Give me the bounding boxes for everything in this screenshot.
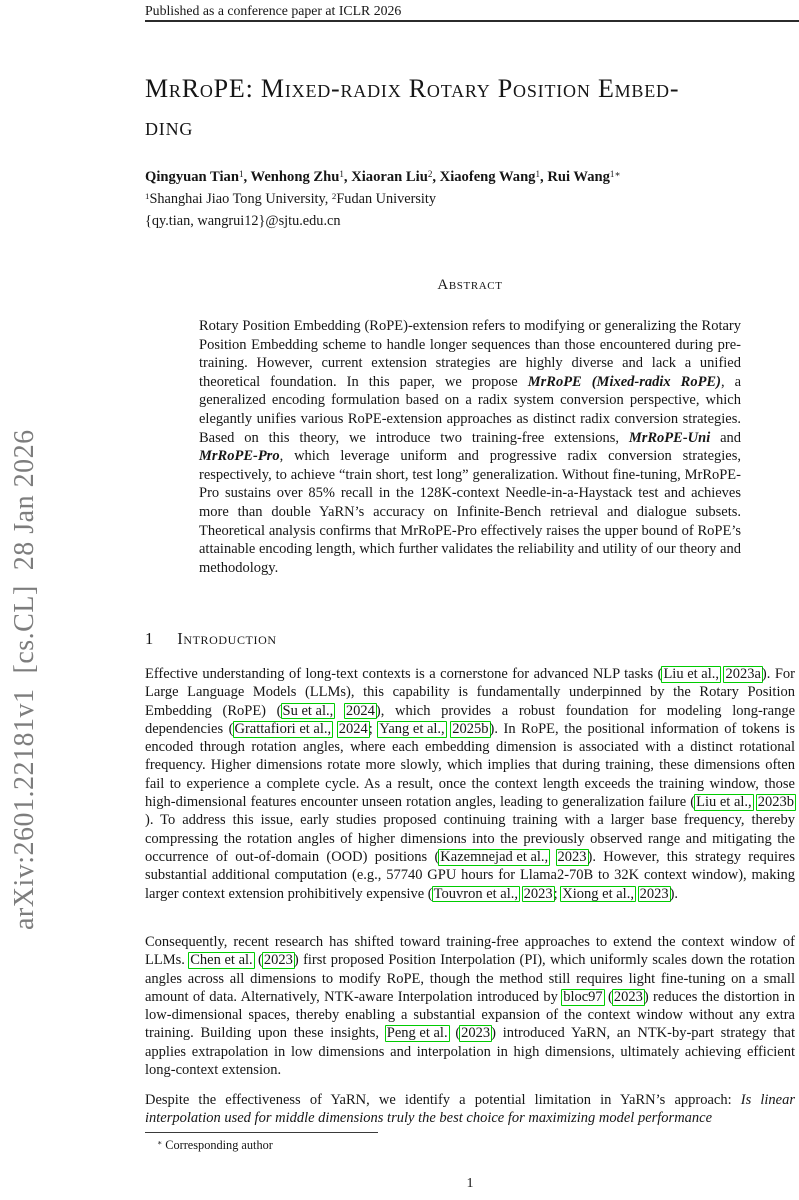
arxiv-stamp: arXiv:2601.22181v1 [cs.CL] 28 Jan 2026 <box>9 429 40 930</box>
text-segment: Is linear interpolation used for middle dimensions truly the best choice for maximizing model performance <box>145 1092 795 1127</box>
text-segment: ). <box>669 885 679 902</box>
text-segment: 1 <box>339 168 344 179</box>
text-segment: ) introduced YaRN, an NTK-by-part strategy that applies extrapolation in low dimensions and interpolation in high dimensions, ultimately achieving efficient long-context extension. <box>145 1025 795 1079</box>
text-segment: Rotary Position Embedding (RoPE)-extension refers to modifying or generalizing the Rotary Position Embedding scheme to handle longer sequences than those encountered during pre-training. However, current extension strategies are highly diverse and lack a unified theoretical foundation. In this paper, we propose <box>199 318 741 390</box>
citation-link[interactable]: 2025b <box>452 720 489 737</box>
text-segment: 1∗ <box>609 168 621 179</box>
text-segment: ∗ <box>157 1138 163 1148</box>
text-segment: ). To address this issue, early studies proposed continuing training with a larger base frequency, thereby compressing the rotation angles of higher dimensions into the previously observed range and mitigating the occurrence of out-of-domain (OOD) positions ( <box>145 812 795 865</box>
citation-link[interactable]: 2023a <box>725 666 761 682</box>
citation-link[interactable]: Liu et al., <box>696 794 752 811</box>
citation-link[interactable]: 2023 <box>461 1025 491 1042</box>
text-segment: ), which provides a robust foundation for modeling long-range dependencies ( <box>145 702 796 737</box>
text-segment: Effective understanding of long-text contexts is a cornerstone for advanced NLP tasks ( <box>145 666 663 682</box>
citation-link[interactable]: Liu et al., <box>663 666 720 682</box>
section-heading-introduction <box>145 629 795 649</box>
text-segment: ). However, this strategy requires substantial additional computation (e.g., 57740 GPU hours for Llama2-70B to 32K context window), making larger context extension prohibitively expensive ( <box>145 848 795 902</box>
text-segment: Shanghai Jiao Tong University, <box>149 191 332 207</box>
text-segment: 1 <box>238 168 244 179</box>
text-segment: ; <box>368 720 379 737</box>
text-segment: MrRoPE-Pro <box>199 448 280 465</box>
text-segment: ( <box>253 952 263 969</box>
text-segment: Consequently, recent research has shifted toward training-free approaches to extend the context window of LLMs. <box>145 934 795 969</box>
text-segment: and <box>710 429 742 446</box>
intro-paragraph-2 <box>145 933 795 1079</box>
text-segment: Corresponding author <box>162 1138 273 1152</box>
citation-link[interactable]: 2023b <box>757 794 794 811</box>
citation-link[interactable]: 2023 <box>263 952 293 969</box>
text-segment: , a generalized encoding formulation based on a radix system conversion perspective, which elegantly unifies various RoPE-extension approaches as distinct radix conversion strategies. Based on this theory, we introduce two training-free extensions, <box>199 373 741 446</box>
text-segment: ) reduces the distortion in low-dimensional spaces, thereby enabling a substantial expansion of the context window without any extra training. Building upon these insights, <box>145 988 795 1042</box>
intro-paragraph-1 <box>145 665 795 903</box>
citation-link[interactable]: 2023 <box>639 885 669 902</box>
citation-link[interactable]: Touvron et al., <box>433 885 518 902</box>
citation-link[interactable]: 2023 <box>613 988 643 1005</box>
text-segment: , Rui Wang <box>540 169 610 185</box>
abstract-text <box>199 317 741 577</box>
section-number: 1 <box>145 629 154 648</box>
citation-link[interactable]: Xiong et al., <box>562 885 634 902</box>
citation-link[interactable]: Yang et al., <box>379 720 445 737</box>
email-line: {qy.tian, wangrui12}@sjtu.edu.cn <box>145 213 341 229</box>
text-segment: Despite the effectiveness of YaRN, we identify a potential limitation in YaRN’s approach: <box>145 1092 741 1108</box>
paper-title-line-2: ding <box>145 112 194 141</box>
citation-link[interactable]: 2023 <box>523 885 553 902</box>
text-segment: MrRoPE (Mixed-radix RoPE) <box>527 373 721 390</box>
text-segment: Qingyuan Tian <box>145 169 239 185</box>
running-header: Published as a conference paper at ICLR 2026 <box>145 3 402 18</box>
text-segment: , which leverage uniform and progressive radix conversion strategies, respectively, to achieve “train short, test long” generalization. Without fine-tuning, MrRoPE-Pro sustains over 85% recall in the 128K-context Needle-in-a-Haystack test and achieves more than double YaRN’s accuracy on Infinite-Bench retrieval and dialogue subsets. Theoretical analysis confirms that MrRoPE-Pro effectively raises the upper bound of RoPE’s attainable encoding length, which further validates the reliability and utility of our theory and methodology. <box>199 448 741 576</box>
text-segment: ( <box>603 988 613 1005</box>
footnote-corresponding-author <box>145 1138 795 1154</box>
text-segment: 2 <box>331 190 337 201</box>
text-segment: Fudan University <box>336 191 437 207</box>
footnote-rule <box>145 1132 378 1133</box>
text-segment: 1 <box>535 168 541 179</box>
section-title: Introduction <box>177 629 277 648</box>
citation-link[interactable]: 2024 <box>345 702 375 719</box>
text-segment: ; <box>553 885 562 902</box>
affiliation-line <box>145 189 795 211</box>
citation-link[interactable]: 2023 <box>557 848 587 865</box>
page-number: 1 <box>466 1176 474 1191</box>
text-segment: 2 <box>427 168 433 179</box>
paper-title-line-1: MrRoPE: Mixed-radix Rotary Position Embed- <box>145 74 680 103</box>
text-segment: , Xiaoran Liu <box>343 169 428 185</box>
author-line <box>145 166 795 189</box>
text-segment: ( <box>448 1025 461 1042</box>
abstract-heading: Abstract <box>437 277 503 293</box>
citation-link[interactable]: Su et al., <box>282 702 334 719</box>
paper-title <box>145 70 799 146</box>
text-segment: 1 <box>145 190 150 201</box>
text-segment: MrRoPE-Uni <box>628 429 711 446</box>
citation-link[interactable]: Grattafiori et al., <box>234 720 332 737</box>
text-segment: , Xiaofeng Wang <box>432 169 536 185</box>
citation-link[interactable]: 2024 <box>338 720 368 737</box>
header-rule <box>145 20 799 22</box>
author-block <box>145 166 795 232</box>
text-segment: ). In RoPE, the positional information of tokens is encoded through rotation angles, where each embedding dimension is associated with a distinct rotational frequency. Higher dimensions rotate more slowly, which implies that during training, these dimensions often fail to experience a complete cycle. As a result, once the context length exceeds the training window, those high-dimensional features encounter unseen rotation angles, leading to generalization failure ( <box>145 720 796 811</box>
citation-link[interactable]: Chen et al. <box>190 952 253 969</box>
intro-paragraph-3 <box>145 1091 795 1128</box>
citation-link[interactable]: Kazemnejad et al., <box>440 848 549 865</box>
text-segment: , Wenhong Zhu <box>243 169 340 185</box>
text-segment: ). For Large Language Models (LLMs), this capability is fundamentally underpinned by the Rotary Position Embedding (RoPE) ( <box>145 666 795 719</box>
citation-link[interactable]: Peng et al. <box>386 1025 448 1042</box>
citation-link[interactable]: bloc97 <box>563 988 603 1005</box>
text-segment: ) first proposed Position Interpolation (PI), which uniformly scales down the rotation angles across all dimensions to modify RoPE, though the method still requires light fine-tuning on a small amount of data. Alternatively, NTK-aware Interpolation introduced by <box>145 952 795 1005</box>
